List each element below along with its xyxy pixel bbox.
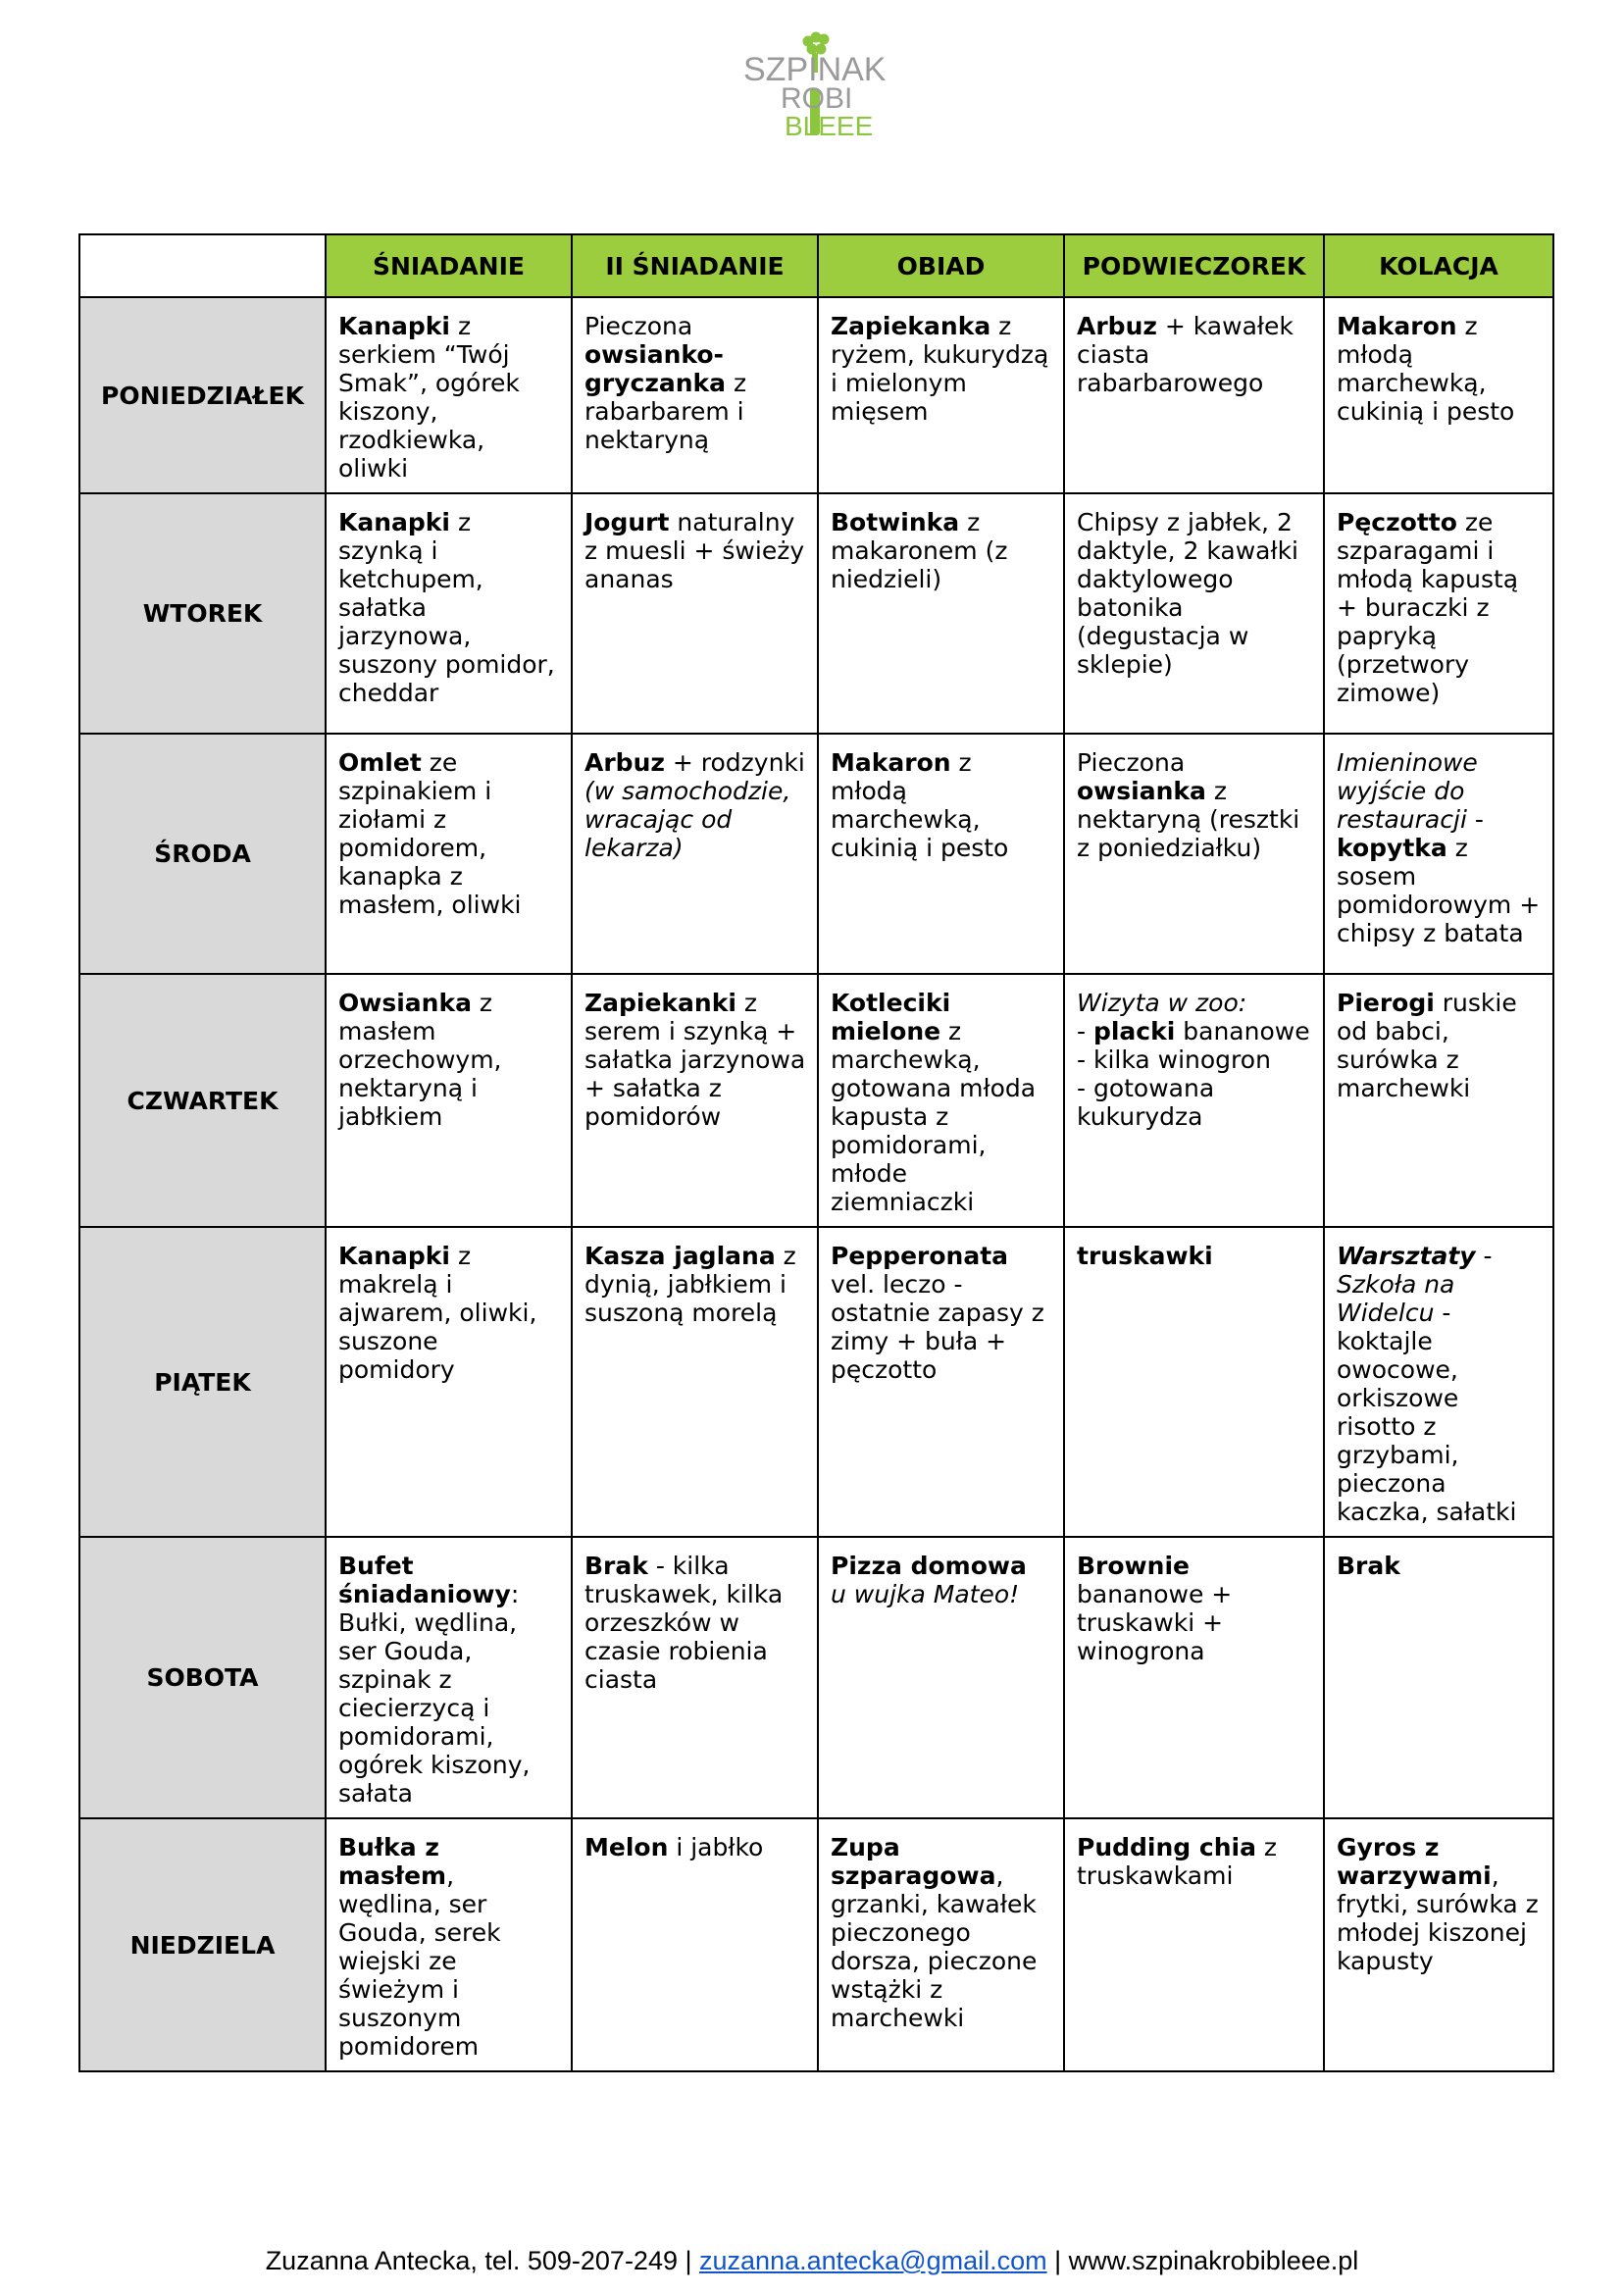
meal-text: - — [1077, 1017, 1087, 1045]
meal-cell — [326, 734, 572, 974]
meal-text: , frytki, surówka z młodej kiszonej kapusty — [1337, 1861, 1547, 1975]
meal-text: + kawałek ciasta rabarbarowego — [1077, 312, 1301, 397]
day-label: PIĄTEK — [79, 1227, 326, 1537]
meal-text: z rabarbarem i nektaryną — [584, 369, 755, 454]
header-meal: PODWIECZOREK — [1064, 234, 1324, 297]
meal-text: Kanapki — [338, 508, 451, 536]
meal-text: Pierogi — [1337, 989, 1435, 1017]
meal-text: z szynką i ketchupem, sałatka jarzynowa, suszony pomidor, cheddar — [338, 508, 563, 707]
logo-line-2: ROBI — [781, 82, 853, 115]
meal-text: bananowe - kilka winogron - gotowana kukurydza — [1077, 1017, 1310, 1131]
meal-text: Szkoła na Widelcu — [1337, 1270, 1463, 1327]
meal-text: Owsianka — [338, 989, 472, 1017]
meal-text: , wędlina, ser Gouda, serek wiejski ze świeżym i suszonym pomidorem — [338, 1861, 509, 2061]
meal-cell — [1324, 493, 1553, 734]
meal-text: z truskawkami — [1077, 1833, 1285, 1890]
meal-text: z makaronem (z niedzieli) — [831, 508, 1016, 593]
meal-text: Brak — [584, 1552, 648, 1580]
meal-text: Kotleciki mielone — [831, 989, 959, 1045]
meal-text: , grzanki, kawałek pieczonego dorsza, pieczone wstążki z marchewki — [831, 1861, 1045, 2032]
day-label: ŚRODA — [79, 734, 326, 974]
meal-cell — [326, 1537, 572, 1818]
meal-text: bananowe + truskawki + winogrona — [1077, 1552, 1241, 1665]
meal-text: truskawki — [1077, 1242, 1213, 1270]
meal-text: Warsztaty — [1337, 1242, 1476, 1270]
meal-text: Pizza domowa — [831, 1552, 1027, 1580]
meal-text: Gyros z warzywami — [1337, 1833, 1492, 1890]
meal-text: - — [1466, 805, 1492, 834]
meal-text: kopytka — [1337, 834, 1447, 862]
day-label: WTOREK — [79, 493, 326, 734]
day-label: NIEDZIELA — [79, 1818, 326, 2071]
meal-cell — [818, 1227, 1064, 1537]
weekly-menu-table — [78, 233, 1554, 2072]
meal-text: : Bułki, wędlina, ser Gouda, szpinak z ciecierzycą i pomidorami, ogórek kiszony, sałata — [338, 1580, 538, 1808]
meal-text: z serem i szynką + sałatka jarzynowa + sałatka z pomidorów — [584, 989, 814, 1131]
meal-cell — [818, 734, 1064, 974]
meal-cell — [818, 974, 1064, 1227]
meal-text: Bułka z masłem — [338, 1833, 448, 1890]
meal-text: placki — [1092, 1017, 1176, 1045]
meal-cell — [326, 297, 572, 493]
meal-cell — [818, 1818, 1064, 2071]
header-meal: ŚNIADANIE — [326, 234, 572, 297]
meal-text: owsianka — [1077, 777, 1206, 805]
meal-cell — [1324, 1818, 1553, 2071]
day-row — [79, 1227, 1553, 1537]
logo-line-3: BLEEE — [785, 111, 874, 141]
meal-cell — [572, 1537, 818, 1818]
meal-text: Arbuz — [584, 748, 665, 777]
menu-body — [79, 297, 1553, 2071]
meal-text: + rodzynki — [664, 748, 813, 777]
meal-cell — [1064, 974, 1324, 1227]
meal-text: Jogurt — [584, 508, 670, 536]
meal-text: Pieczona — [1077, 748, 1193, 777]
meal-text: naturalny z muesli + świeży ananas — [584, 508, 813, 593]
footer — [0, 2246, 1624, 2276]
header-row — [79, 234, 1553, 297]
meal-text: z młodą marchewką, cukinią i pesto — [1337, 312, 1515, 426]
day-row — [79, 493, 1553, 734]
meal-text: z sosem pomidorowym + chipsy z batata — [1337, 834, 1548, 947]
meal-text: Omlet — [338, 748, 422, 777]
meal-text: Pieczona — [584, 312, 701, 340]
meal-text: z młodą marchewką, cukinią i pesto — [831, 748, 1009, 862]
meal-text: z marchewką, gotowana młoda kapusta z pomidorami, młode ziemniaczki — [831, 1017, 1044, 1216]
meal-cell — [1064, 1227, 1324, 1537]
meal-cell — [1064, 1537, 1324, 1818]
meal-text: z serkiem “Twój Smak”, ogórek kiszony, rzodkiewka, oliwki — [338, 312, 528, 483]
logo-line-1: SZPINAK — [743, 51, 887, 88]
meal-text: Pudding chia — [1077, 1833, 1256, 1861]
meal-cell — [572, 297, 818, 493]
meal-text: - — [1475, 1242, 1500, 1270]
meal-text: Chipsy z jabłek, 2 daktyle, 2 kawałki daktylowego batonika (degustacja w sklepie) — [1077, 508, 1306, 679]
meal-cell — [1064, 1818, 1324, 2071]
day-row — [79, 1818, 1553, 2071]
meal-text: vel. leczo - ostatnie zapasy z zimy + buła + pęczotto — [831, 1242, 1052, 1384]
meal-cell — [572, 493, 818, 734]
meal-text: u wujka Mateo! — [831, 1580, 1020, 1608]
meal-text: Brownie — [1077, 1552, 1190, 1580]
meal-cell — [818, 1537, 1064, 1818]
footer-email-link[interactable]: zuzanna.antecka@gmail.com — [699, 2246, 1047, 2275]
meal-cell — [1324, 974, 1553, 1227]
day-label: PONIEDZIAŁEK — [79, 297, 326, 493]
meal-cell — [572, 1818, 818, 2071]
meal-text: - koktajle owocowe, orkiszowe risotto z grzybami, pieczona kaczka, sałatki — [1337, 1299, 1517, 1526]
header-meal: KOLACJA — [1324, 234, 1553, 297]
meal-text: Makaron — [1337, 312, 1457, 340]
meal-text: Kanapki — [338, 312, 451, 340]
meal-cell — [572, 734, 818, 974]
meal-text: Makaron — [831, 748, 951, 777]
meal-cell — [818, 493, 1064, 734]
day-row — [79, 974, 1553, 1227]
meal-text: Zapiekanka — [831, 312, 991, 340]
day-label: CZWARTEK — [79, 974, 326, 1227]
meal-text: z ryżem, kukurydzą i mielonym mięsem — [831, 312, 1057, 426]
meal-text: Melon — [584, 1833, 669, 1861]
meal-cell — [1324, 1537, 1553, 1818]
meal-cell — [1064, 493, 1324, 734]
meal-text: Bufet śniadaniowy — [338, 1552, 511, 1608]
meal-text: z makrelą i ajwarem, oliwki, suszone pomidory — [338, 1242, 545, 1384]
footer-contact: Zuzanna Antecka, tel. 509-207-249 | — [265, 2246, 692, 2275]
meal-text: ruskie od babci, surówka z marchewki — [1337, 989, 1525, 1102]
meal-text: z nektaryną (resztki z poniedziałku) — [1077, 777, 1308, 862]
meal-cell — [326, 1818, 572, 2071]
meal-text: Zupa szparagowa — [831, 1833, 996, 1890]
day-row — [79, 297, 1553, 493]
meal-cell — [1064, 297, 1324, 493]
header-corner — [79, 234, 326, 297]
meal-text: z masłem orzechowym, nektaryną i jabłkiem — [338, 989, 510, 1131]
meal-text: Brak — [1337, 1552, 1400, 1580]
meal-text: Zapiekanki — [584, 989, 736, 1017]
meal-text: owsianko-gryczanka — [584, 340, 727, 397]
meal-cell — [818, 297, 1064, 493]
meal-text: Arbuz — [1077, 312, 1157, 340]
meal-text: ze szpinakiem i ziołami z pomidorem, kanapka z masłem, oliwki — [338, 748, 522, 919]
meal-cell — [1324, 734, 1553, 974]
meal-cell — [572, 1227, 818, 1537]
meal-text: Pęczotto — [1337, 508, 1457, 536]
footer-website: | www.szpinakrobibleee.pl — [1054, 2246, 1359, 2275]
meal-cell — [326, 974, 572, 1227]
meal-cell — [326, 493, 572, 734]
day-row — [79, 734, 1553, 974]
meal-text: Kanapki — [338, 1242, 451, 1270]
meal-text: Pepperonata — [831, 1242, 1009, 1270]
brand-logo — [726, 29, 922, 147]
meal-text: Imieninowe wyjście do restauracji — [1337, 748, 1486, 834]
meal-cell — [326, 1227, 572, 1537]
meal-text: i jabłko — [668, 1833, 764, 1861]
meal-text: Wizyta w zoo: — [1077, 989, 1247, 1017]
header-meal: II ŚNIADANIE — [572, 234, 818, 297]
day-label: SOBOTA — [79, 1537, 326, 1818]
day-row — [79, 1537, 1553, 1818]
meal-cell — [1324, 297, 1553, 493]
meal-cell — [572, 974, 818, 1227]
meal-text: ze szparagami i młodą kapustą + buraczki z papryką (przetwory zimowe) — [1337, 508, 1527, 707]
meal-text: (w samochodzie, wracając od lekarza) — [584, 777, 799, 862]
meal-cell — [1064, 734, 1324, 974]
meal-cell — [1324, 1227, 1553, 1537]
meal-text: z dynią, jabłkiem i suszoną morelą — [584, 1242, 804, 1327]
meal-text: - kilka truskawek, kilka orzeszków w czasie robienia ciasta — [584, 1552, 791, 1694]
meal-text: Botwinka — [831, 508, 960, 536]
header-meal: OBIAD — [818, 234, 1064, 297]
meal-text: Kasza jaglana — [584, 1242, 776, 1270]
